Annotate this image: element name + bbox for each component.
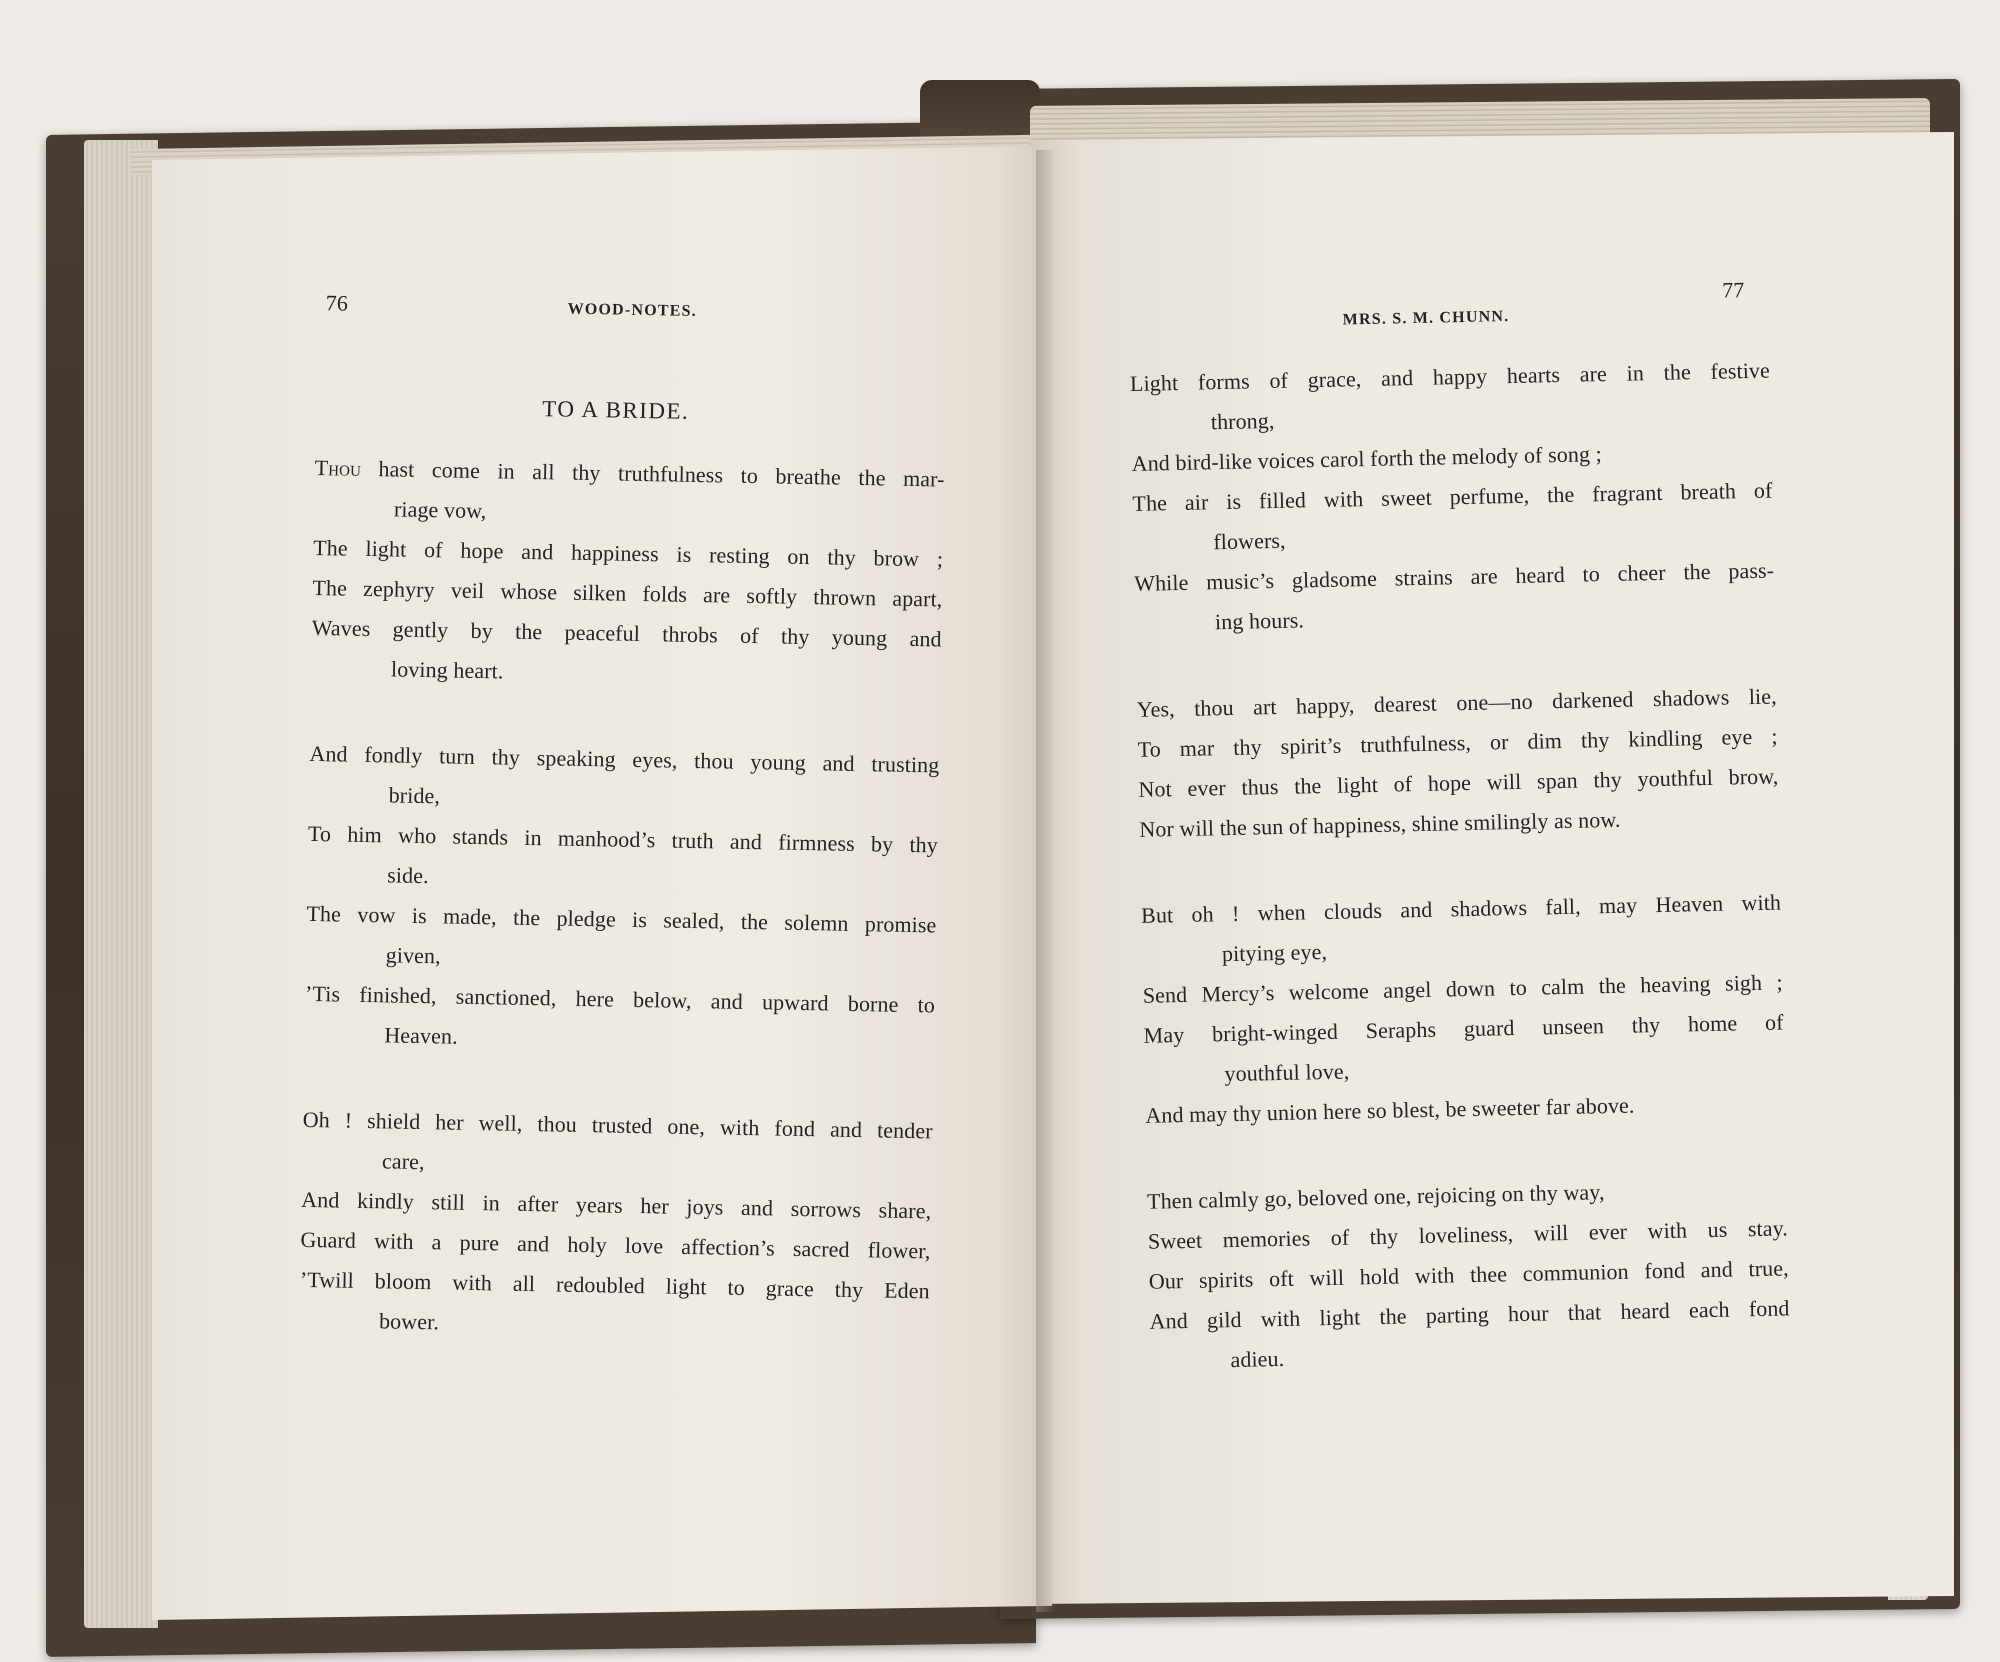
poem-line: care,: [381, 1148, 425, 1175]
poem-line-text: hast come in all thy truthfulness to breathe the mar-: [360, 455, 945, 492]
poem-line: Oh ! shield her well, thou trusted one, with fond and tender: [302, 1106, 933, 1144]
poem-line: Yes, thou art happy, dearest one—no darkened shadows lie,: [1136, 683, 1777, 722]
right-stanza-4: [1147, 1168, 1791, 1381]
poem-line: Nor will the sun of happiness, shine smilingly as now.: [1139, 806, 1621, 842]
right-page-text: [1128, 275, 1791, 1382]
poem-line: The zephyry veil whose silken folds are softly thrown apart,: [312, 574, 943, 612]
poem-line: And fondly turn thy speaking eyes, thou young and trusting: [309, 740, 940, 778]
left-page-number: 76: [325, 290, 349, 316]
poem-line: To him who stands in manhood’s truth and firmness by thy: [307, 820, 939, 858]
drop-word: Thou: [314, 454, 362, 481]
right-running-head: MRS. S. M. CHUNN.: [1342, 308, 1510, 329]
poem-line: ing hours.: [1214, 607, 1305, 635]
poem-line: May bright-winged Seraphs guard unseen thy home of: [1143, 1009, 1784, 1048]
right-page-number: 77: [1721, 277, 1745, 303]
right-poem-body: [1130, 351, 1791, 1382]
poem-line: But oh ! when clouds and shadows fall, may Heaven with: [1140, 889, 1782, 928]
poem-line: And bird-like voices carol forth the melody of song ;: [1131, 441, 1603, 476]
left-stanza-2: [304, 734, 940, 1065]
poem-line: pitying eye,: [1221, 938, 1328, 967]
poem-line: The air is filled with sweet perfume, the fragrant breath of: [1132, 477, 1773, 516]
poem-line: loving heart.: [390, 656, 504, 684]
left-page-text: [299, 288, 948, 1351]
left-stanza-1: [311, 448, 945, 700]
poem-line: youthful love,: [1224, 1058, 1350, 1087]
poem-line: given,: [385, 942, 441, 969]
right-stanza-2: [1136, 677, 1779, 850]
book-gutter: [1036, 150, 1056, 1612]
left-stanza-3: [299, 1100, 933, 1352]
poem-line: ’Twill bloom with all redoubled light to grace thy Eden: [299, 1266, 930, 1304]
left-running-head: WOOD-NOTES.: [567, 300, 698, 320]
poem-line: adieu.: [1230, 1345, 1285, 1373]
page-edges-left: [84, 140, 158, 1628]
poem-line: ’Tis finished, sanctioned, here below, and upward borne to: [304, 980, 936, 1018]
poem-line: The light of hope and happiness is resting on thy brow ;: [313, 534, 944, 572]
poem-line: And may thy union here so blest, be sweeter far above.: [1145, 1092, 1635, 1128]
right-stanza-3: [1141, 882, 1786, 1135]
poem-line: Then calmly go, beloved one, rejoicing on thy way,: [1146, 1179, 1605, 1214]
poem-line: And gild with light the parting hour that heard each fond: [1149, 1295, 1790, 1334]
poem-line: Heaven.: [384, 1022, 458, 1049]
poem-line: flowers,: [1213, 527, 1286, 555]
poem-line: The vow is made, the pledge is sealed, the solemn promise: [306, 900, 937, 938]
poem-line: throng,: [1210, 407, 1275, 435]
poem-line: side.: [387, 862, 429, 889]
poem-line: bride,: [388, 782, 441, 809]
poem-line: bower.: [378, 1308, 440, 1335]
poem-line: Send Mercy’s welcome angel down to calm the heaving sigh ;: [1142, 969, 1783, 1008]
poem-line: To mar thy spirit’s truthfulness, or dim thy kindling eye ;: [1137, 723, 1778, 762]
poem-line: Our spirits oft will hold with thee communion fond and true,: [1148, 1255, 1789, 1294]
poem-line: Light forms of grace, and happy hearts are in the festive: [1129, 357, 1771, 396]
poem-line: Waves gently by the peaceful throbs of thy young and: [311, 614, 942, 652]
left-poem-body: [299, 448, 945, 1351]
poem-line: And kindly still in after years her joys and sorrows share,: [301, 1186, 932, 1224]
poem-title: TO A BRIDE.: [542, 396, 690, 424]
poem-line: While music’s gladsome strains are heard to cheer the pass-: [1133, 557, 1775, 596]
poem-line: Guard with a pure and holy love affection’s sacred flower,: [300, 1226, 931, 1264]
right-stanza-1: [1130, 351, 1776, 644]
poem-line: Sweet memories of thy loveliness, will ever with us stay.: [1147, 1215, 1789, 1254]
poem-line: riage vow,: [393, 496, 487, 524]
poem-line: Not ever thus the light of hope will span thy youthful brow,: [1138, 763, 1779, 802]
